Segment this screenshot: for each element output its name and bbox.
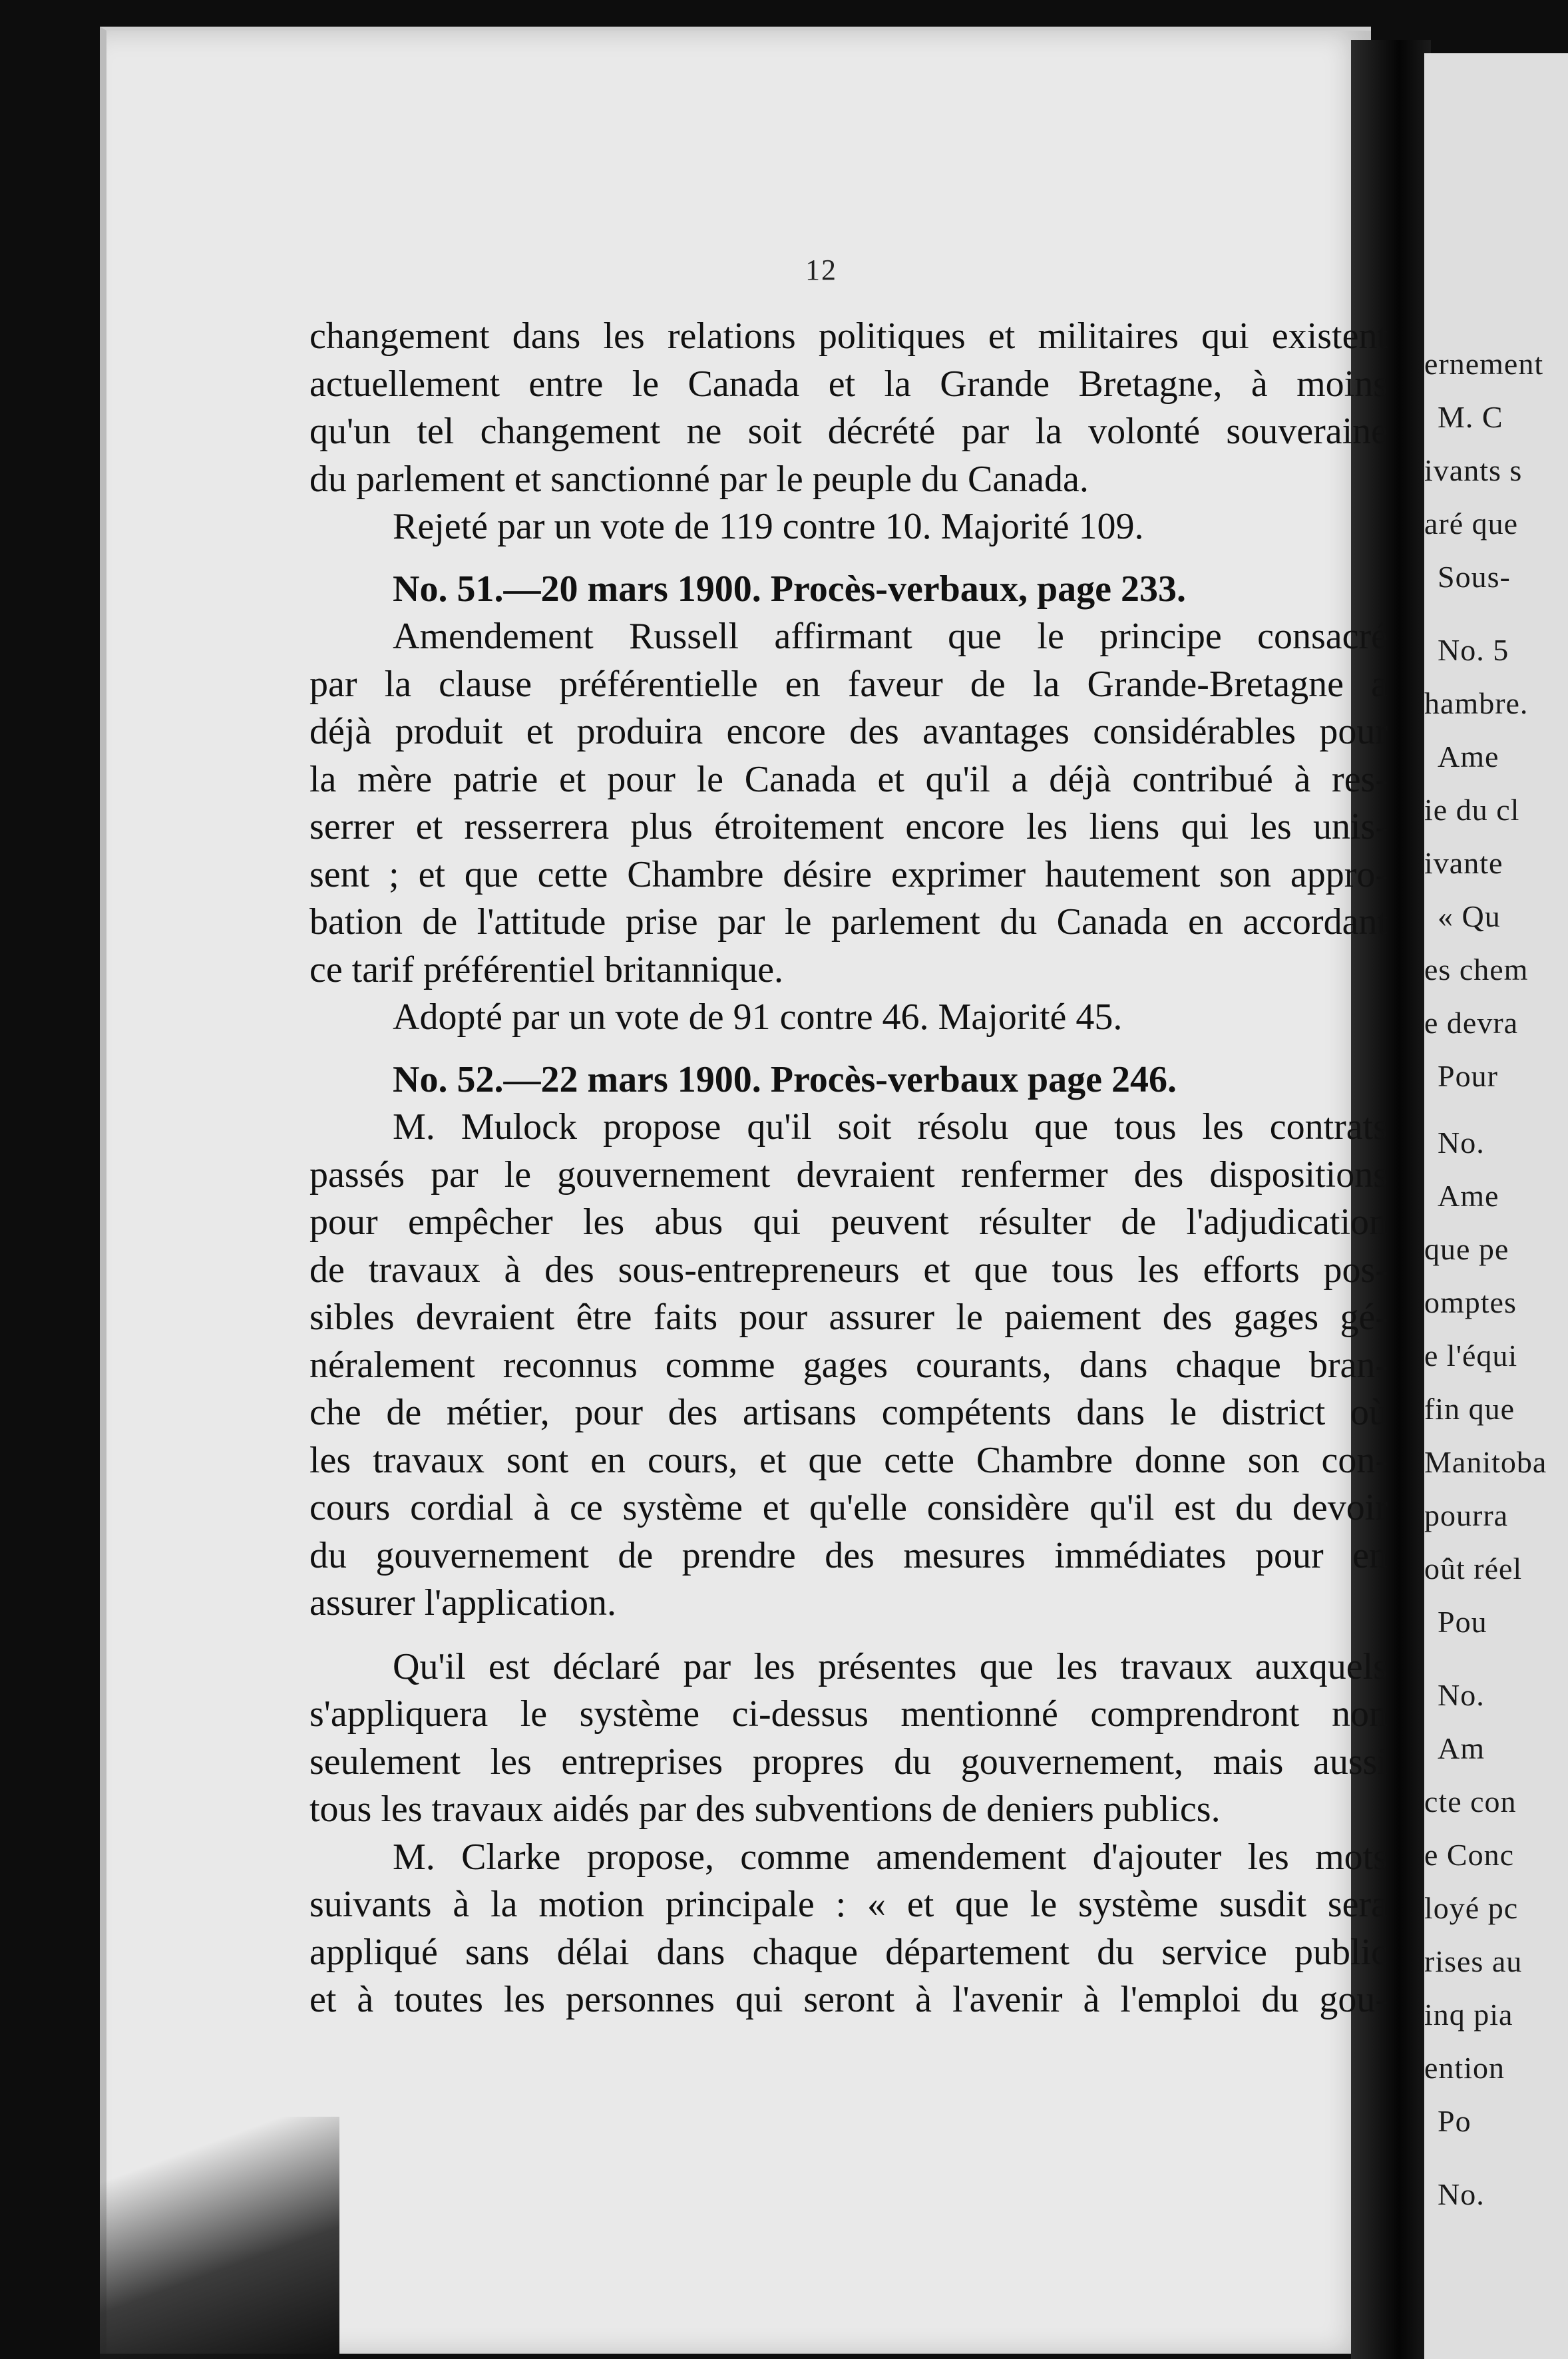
vote-result: [309, 994, 1388, 1042]
item-heading-52: [309, 1056, 1388, 1104]
text-line: changement dans les relations politiques et militaires qui existent: [309, 316, 1388, 357]
text-line: Rejeté par un vote de 119 contre 10. Majorité 109.: [393, 506, 1144, 547]
text-line: Adopté par un vote de 91 contre 46. Majorité 45.: [393, 996, 1123, 1038]
paragraph-amendment-russell: [309, 613, 1388, 994]
text-line: déjà produit et produira encore des avantages considérables pour: [309, 711, 1388, 752]
text-line: passés par le gouvernement devraient renfermer des dispositions: [309, 1154, 1388, 1195]
facing-page-fragment: loyé pc: [1424, 1891, 1519, 1925]
facing-page-fragment: hambre.: [1424, 686, 1529, 720]
text-line: seulement les entreprises propres du gouvernement, mais aussi: [309, 1741, 1388, 1783]
text-line: par la clause préférentielle en faveur de la Grande-Bretagne a: [309, 663, 1388, 705]
text-line: actuellement entre le Canada et la Grande Bretagne, à moins: [309, 363, 1388, 405]
facing-page-fragment: inq pia: [1424, 1998, 1513, 2032]
facing-page-fragment: M. C: [1438, 400, 1503, 434]
facing-page-fragment: ivante: [1424, 846, 1503, 880]
text-line: la mère patrie et pour le Canada et qu'il a déjà contribué à res-: [309, 758, 1388, 800]
text-line: M. Clarke propose, comme amendement d'ajouter les mots: [393, 1836, 1388, 1878]
facing-page-fragment: Ame: [1438, 740, 1499, 773]
heading-line: No. 51.—20 mars 1900. Procès-verbaux, page 233.: [393, 568, 1186, 610]
text-line: ce tarif préférentiel britannique.: [309, 949, 784, 990]
text-line: serrer et resserrera plus étroitement encore les liens qui les unis-: [309, 806, 1388, 847]
text-line: s'appliquera le système ci-dessus mentionné comprendront non: [309, 1693, 1388, 1735]
facing-page-fragment: es chem: [1424, 953, 1529, 986]
facing-page-fragment: Pour: [1438, 1059, 1498, 1093]
facing-page-fragment: Po: [1438, 2104, 1471, 2138]
text-line: M. Mulock propose qu'il soit résolu que tous les contrats: [393, 1106, 1388, 1148]
facing-page-fragment: e l'équi: [1424, 1339, 1518, 1373]
facing-page-fragment: Manitoba: [1424, 1445, 1547, 1479]
page-text: [309, 313, 1388, 2024]
facing-page-fragment: No.: [1438, 1678, 1485, 1712]
page-number: 12: [805, 254, 837, 286]
text-line: sibles devraient être faits pour assurer le paiement des gages gé-: [309, 1297, 1388, 1338]
facing-page-fragment: Sous-: [1438, 560, 1511, 594]
text-line: sent ; et que cette Chambre désire exprimer hautement son appro-: [309, 853, 1388, 895]
text-line: du parlement et sanctionné par le peuple du Canada.: [309, 458, 1089, 500]
facing-page-fragment: aré que: [1424, 507, 1519, 540]
facing-page-fragment: ivants s: [1424, 453, 1523, 487]
text-line: Qu'il est déclaré par les présentes que les travaux auxquels: [393, 1645, 1388, 1687]
paragraph-motion-mulock: [309, 1104, 1388, 1627]
text-line: les travaux sont en cours, et que cette Chambre donne son con-: [309, 1439, 1388, 1481]
facing-page-fragment: fin que: [1424, 1392, 1515, 1426]
paragraph-continuation: [309, 313, 1388, 503]
facing-page-fragment: e Conc: [1424, 1838, 1515, 1872]
facing-page-fragment: ie du cl: [1424, 793, 1520, 827]
facing-page-fragment: omptes: [1424, 1285, 1517, 1319]
text-line: che de métier, pour des artisans compétents dans le district où: [309, 1392, 1388, 1433]
heading-line: No. 52.—22 mars 1900. Procès-verbaux page 246.: [393, 1058, 1177, 1100]
text-line: du gouvernement de prendre des mesures immédiates pour en: [309, 1534, 1388, 1576]
facing-page-fragment: Pou: [1438, 1605, 1487, 1639]
facing-page: [1424, 53, 1568, 2359]
paragraph-amendment-clarke: [309, 1834, 1388, 2024]
text-line: assurer l'application.: [309, 1582, 617, 1623]
text-line: et à toutes les personnes qui seront à l'avenir à l'emploi du gou-: [309, 1979, 1388, 2020]
text-line: tous les travaux aidés par des subventions de deniers publics.: [309, 1789, 1221, 1830]
facing-page-fragment: « Qu: [1438, 899, 1501, 933]
text-line: néralement reconnus comme gages courants, dans chaque bran-: [309, 1344, 1388, 1386]
facing-page-fragment: No.: [1438, 1126, 1485, 1160]
text-line: Amendement Russell affirmant que le principe consacré: [393, 616, 1388, 657]
text-line: appliqué sans délai dans chaque département du service public: [309, 1931, 1388, 1973]
text-line: pour empêcher les abus qui peuvent résulter de l'adjudication: [309, 1201, 1388, 1243]
text-line: qu'un tel changement ne soit décrété par la volonté souveraine: [309, 411, 1388, 452]
paragraph-declaration: [309, 1643, 1388, 1834]
facing-page-fragment: Ame: [1438, 1179, 1499, 1213]
vote-result: [309, 503, 1388, 551]
text-line: suivants à la motion principale : « et que le système susdit sera: [309, 1884, 1388, 1925]
facing-page-fragment: que pe: [1424, 1232, 1509, 1266]
item-heading-51: [309, 566, 1388, 614]
facing-page-fragment: pourra: [1424, 1498, 1509, 1532]
facing-page-fragment: ernement: [1424, 347, 1544, 381]
facing-page-fragment: ention: [1424, 2051, 1505, 2085]
facing-page-fragment: cte con: [1424, 1785, 1517, 1819]
facing-page-fragment: oût réel: [1424, 1552, 1523, 1586]
facing-page-fragment: No. 5: [1438, 633, 1509, 667]
facing-page-fragment: e devra: [1424, 1006, 1519, 1040]
facing-page-fragment: Am: [1438, 1731, 1485, 1765]
text-line: bation de l'attitude prise par le parlement du Canada en accordant: [309, 901, 1388, 943]
binding-shadow: [100, 2117, 339, 2359]
facing-page-fragment: rises au: [1424, 1944, 1523, 1978]
text-line: de travaux à des sous-entrepreneurs et que tous les efforts pos-: [309, 1249, 1388, 1291]
facing-page-fragment: No.: [1438, 2177, 1485, 2211]
text-line: cours cordial à ce système et qu'elle considère qu'il est du devoir: [309, 1487, 1388, 1528]
